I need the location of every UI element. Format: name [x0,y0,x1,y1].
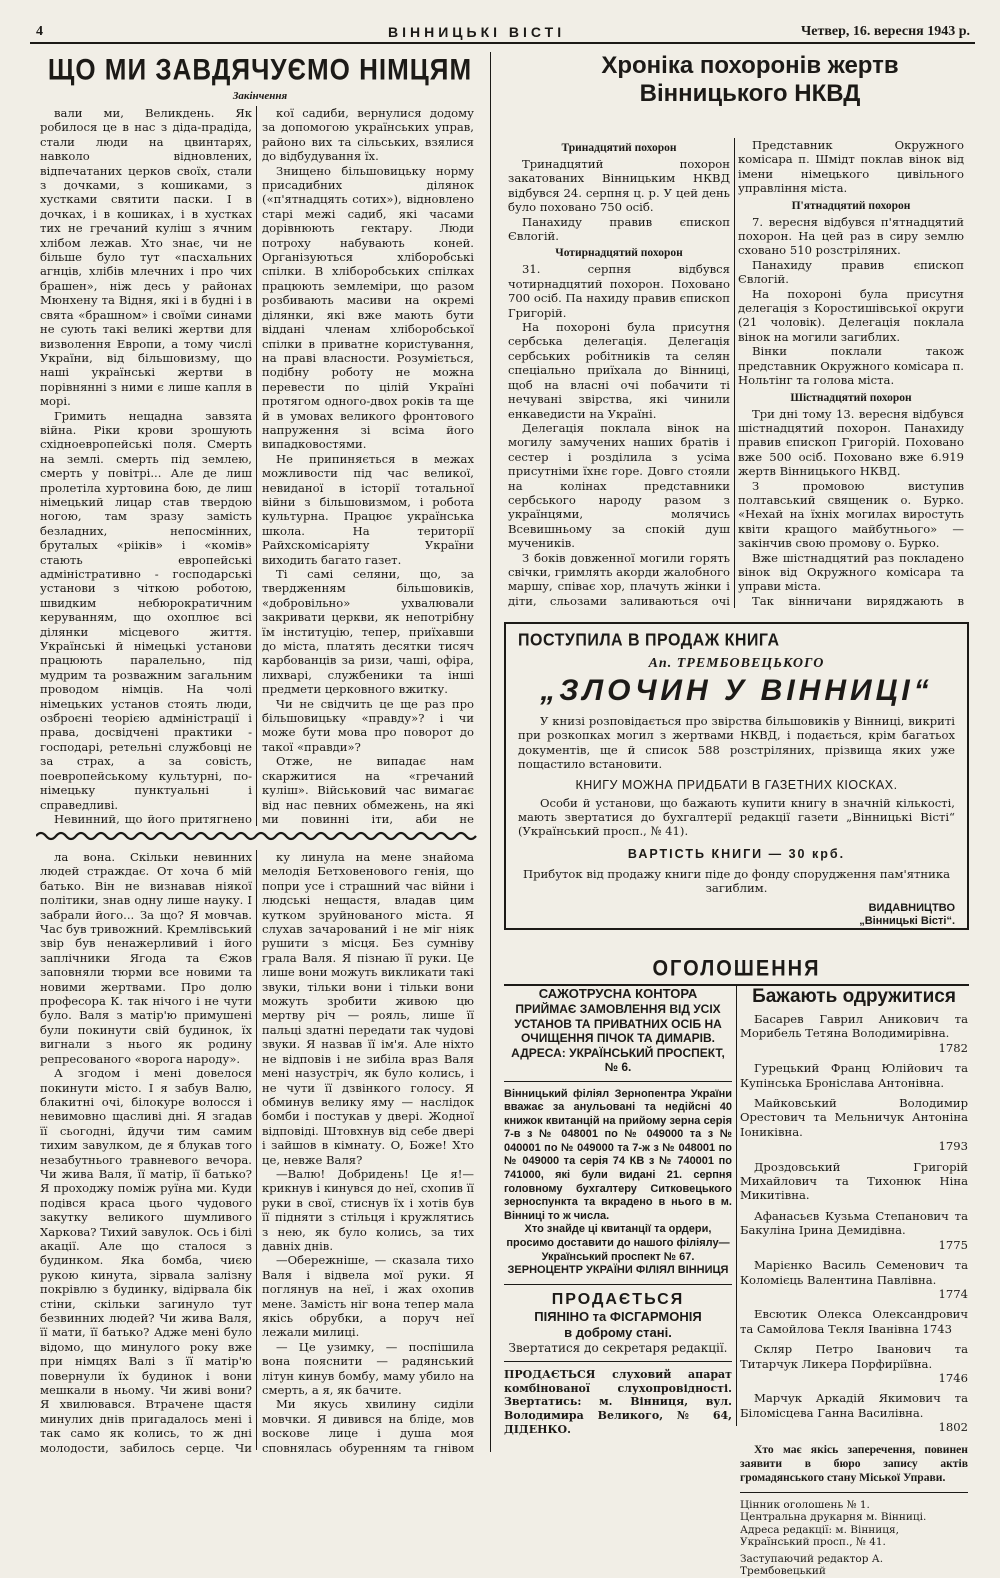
piano-ad-text: ПІЯНІНО та ФІСГАРМОНІЯ [534,1308,702,1324]
ad-separator [740,1492,968,1493]
paragraph: Отже, не випадає нам скаржитися на «гречаний куліш». Військовий час вимагає від нас певних обмежень, на які ми повинні іти, аби не [262,754,474,826]
ads-left-column [504,986,732,1436]
paragraph: Вже шістнадцятий раз покладено вінок від Окружного комісара та управи міста. [738,550,964,594]
article-left-column-2-body [262,106,474,828]
ad-separator [504,1284,732,1285]
subheading: Шістнадцятий похорон [790,391,912,404]
column-divider-right [734,138,735,608]
ads-heading: ОГОЛОШЕННЯ [652,956,821,982]
marriage-entry-names: Марчук Аркадій Якимович та Біломісцева Ганна Василівна. [740,1391,968,1420]
marriage-entry [740,1209,968,1252]
column-divider [256,106,257,826]
paragraph: Невинний, що його притягнено [54,811,252,826]
article-right-title [520,52,980,108]
paragraph: А згодом і мені довелося покинути місто. І я забув Валю, блакитні очі, білокуре волосся і невимовно щасливі дні. Я згадав її сьогодні, йдучи тим самим тихим завулком, де я блукав того незабутнього травневого вечора. Чи жива Валя, її матір, її батько? Я проходжу поміж руїна ми. Куди подівся краса цього чудового закутку великого шумливого Харкова? Тихий завулок. Ось і білі акації. Але що сталося з будинком. Яка бомба, чиєю рукою кинута, зірвала залізну покрівлю з будинку, відірвала бік стіни, скільки загинуло тут безвинних людей? Чи жива Валя, її мати, її батько? Адже мені було відомо, що минулого року вже при німцях Валі з її матір'ю повернули їх будинок і вони мешкали в ньому. Чи живі вони? Я хвилювався. Втрачене щастя минулих днів пригадалось мені і так само як колись, то ж дні молодости, забилось серце. Чи [40,1066,252,1455]
paragraph: вали ми, Великдень. Як робилося це в нас з діда-прадіда, стали люди на цвинтарях, навколо відновлених, відпечатаних церков своїх, стали з дочками, з кошиками, з хустками святити паски. І в дочках, і в кошиках, і в хустках тих не гречаний куліш з ячним хлібом лежав. Хто знає, чи не більше було тут «пасхальних агнців, хлібів млечних і про чих брашен», ніж десь у районах Мюнхену та Відня, які і в будні і в свята «брашном» і своїми синами не сують такі великі жертви для визволення Европи, а тому числі України, від більшовизму, що наші українські жертви в порівнянні з ними є лише капля в морі. [40,106,252,409]
paragraph: Знищено більшовицьку норму присадибних ділянок («п'ятнадцять сотих»), відновлено старі межі садиб, які часами дорівнюють гектару. Люди потроху набувають коней. Організуються хліборобські спілки. В хліборобських спілках працюють землеміри, що разом розбивають масиви на окремі ділянки, які вже мають бути віддані членам хліборобської спілки в приватне користування, на праві власности. Розуміється, подібну роботу не можна перевести по цілій Україні протягом одного-двох років та ще й в умовах великого фронтового напруження зі всіма його випадковостями. [262,163,474,452]
imprint-line-3: Адреса редакції: м. Вінниця, Український просп., № 41. [740,1523,900,1549]
book-ad-title: ПОСТУПИЛА В ПРОДАЖ КНИГА [518,631,780,650]
subheading: Чотирнадцятий похорон [555,247,683,260]
book-ad-description: У книзі розповідається про звірства більшовиків у Вінниці, викриті при розкопках могил з жертвами НКВД, і подається, крім багатьох документів, ще й список 588 розстріляних, прізвища яких уже пощастило встановити. [518,714,955,772]
paragraph: Не припиняється в межах можливости під час великої, невиданої в історії тотальної війни з більшовизмом, і робота культурна. Працює українська школа. На території Райхскомісаріяту України виходить багато газет. [262,451,474,567]
page-divider [490,52,491,1452]
piano-ad-contact: Звертатися до секретаря редакції. [508,1340,728,1355]
paragraph: Панахиду правив єпископ Євлогій. [738,257,964,287]
imprint-line-4: Заступаючий редактор А. Трембовецький [740,1552,884,1578]
paragraph: —Обережніше, — сказала тихо Валя і відвела мої руки. Я поглянув на неї, і жах охопив мене. Замість ніг вона тепер мала якісь обрубки, а поруч неї лежали милиці. [262,1253,474,1340]
grain-ad-text: Вінницький філіял Зернопентра України вважає за анульовані та недійсні 40 книжок квитанцій на прийому зерна серія 7-в з № 048001 по № 049000 та з № 040001 по № 049000 та 7-ж з № 048001 по № 049000 та серія 74 КВ з № 740001 по 741000, які були видані 21. серпня головному бухгалтеру Ситковецького зерноспункта та вкрадено в нього в м. Вінниці то ж числа. [504,1087,732,1222]
story-column-3 [40,850,252,1455]
ads-right-column [740,986,968,1578]
paragraph: На похороні була присутня сербська делегація. Делегація сербських робітників та селян спеціально приїхала до Вінниці, щоб на власні очі побачити ті нечувані звірства, які чинили енкаведисти на Україні. [508,320,730,421]
paragraph: Панахиду правив єпископ Євлогій. [508,214,730,244]
article-left-kicker: Закінчення [232,90,288,102]
article-right-title-line-1: Хроніка похоронів жертв [601,52,899,79]
paper-name: ВІННИЦЬКІ ВІСТІ [388,24,566,40]
paragraph: ла вона. Скільки невинних людей страждає. От хоча б мій батько. Він не визнавав ніякої політики, знав одну лише науку. І забрали його... За що? Я мовчав. Час був тривожний. Кремлівський звір був ненажерливий і його заплічники Ягода та Єжов заповняли тюрми все новими та новими жертвами. Про долю професора К. так нічого і не чути було. Валя з матір'ю примушені були покинути свій будинок, їх вигнали з нього як родину репресованого «ворога народу». [40,850,252,1066]
ad-separator [504,1081,732,1082]
book-ad-publisher-line-2: „Вінницькі Вісті“. [859,914,955,927]
book-ad-price: ВАРТІСТЬ КНИГИ — 30 крб. [627,846,846,861]
paragraph: —Валю! Добридень! Це я!—крикнув і кинувся до неї, схопив її руки в свої, стиснув їх і хотів був її підняти з стільця і кружлятись з нею, як було колись, за тих давніх днів. [262,1166,474,1253]
marriage-entry [740,1012,968,1055]
marriage-entry-number: 1782 [938,1040,968,1055]
marriage-entry-names: Марієнко Василь Семенович та Коломієць Валентина Павлівна. [740,1258,968,1287]
paragraph: Ми якусь хвилину сиділи мовчки. Я дивився на бліде, мов воскове лице і душа моя сповнялась обуренням та гнівом [262,1397,474,1455]
marriage-entry-number: 1802 [938,1420,968,1435]
wavy-divider [36,828,478,844]
imprint-line-2: Центральна друкарня м. Вінниці. [740,1511,927,1524]
book-ad-book-title: „ЗЛОЧИН У ВІННИЦІ“ [540,674,933,707]
marriage-entry-number: 1775 [938,1237,968,1252]
chimney-ad-text: ПРИЙМАЄ ЗАМОВЛЕННЯ ВІД УСІХ УСТАНОВ ТА ПРИВАТНИХ ОСІБ НА ОЧИЩЕННЯ ПІЧОК ТА ДИМАРІВ. АДРЕСА: УКРАЇНСЬКИЙ ПРОСПЕКТ, № 6. [511,1002,725,1074]
masthead-rule [30,42,975,44]
grain-ad-request: Хто знайде ці квитанції та ордери, просимо доставити до нашого філіялу—Український проспект № 67. [506,1223,730,1263]
article-left-column-2 [262,106,474,828]
book-advertisement [504,622,969,930]
paragraph: На похороні була присутня делегація з Коростишівської округи (21 чоловік). Делегація поклала вінок на могили загиблих. [738,286,964,344]
article-right-title-line-2: Вінницького НКВД [639,80,861,107]
marriage-entry-names: Скляр Петро Іванович та Титарчук Ликера Порфиріївна. [740,1342,968,1371]
marriage-entry-names: Афанасьєв Кузьма Степанович та Бакуліна Ірина Демидівна. [740,1208,968,1238]
paragraph: — Це узимку, — поспішила вона пояснити — радянський літун кинув бомбу, маму убило на смерть, а я, як бачите. [262,1339,474,1398]
marriage-heading: Бажають одружитися [752,986,956,1007]
ad-separator [504,1361,732,1362]
piano-ad-head: ПРОДАЄТЬСЯ [551,1290,685,1308]
marriage-list [740,1012,968,1435]
paragraph: Чи не свідчить це ще раз про більшовицьку «правду»? і чи може бути мова про поворот до такої «правди»? [262,696,474,754]
book-ad-where: КНИГУ МОЖНА ПРИДБАТИ В ГАЗЕТНИХ КІОСКАХ. [575,777,898,792]
marriage-entry [740,1160,968,1203]
marriage-entry-number: 1746 [938,1370,968,1385]
paragraph: 31. серпня відбувся чотирнадцятий похорон. Поховано 700 осіб. Па нахиду правив єпископ Григорій. [508,262,730,320]
article-left-title: ЩО МИ ЗАВДЯЧУЄМО НІМЦЯМ [47,51,473,87]
subheading: П'ятнадцятий похорон [791,199,911,212]
paragraph: Ті самі селяни, що, за твердженням більшовиків, «добровільно» ухвалювали закривати церкви, як непотрібну їм інституцію, тепер, приїхавши до міста, платять десятки тисяч карбованців за ризи, чаші, офіра, лихварі, службеники та інші предмети церковного вжитку. [262,567,474,697]
book-ad-proceeds: Прибуток від продажу книги піде до фонду спорудження пам'ятника загиблим. [522,866,951,896]
article-left-column-1 [40,106,252,828]
paragraph: Так вінничани виряджають в [752,593,964,608]
paragraph: ку линула на мене знайома мелодія Бетховенового генія, що попри усе і страшний час війни і людські нещастя, владав цим кутком зруйнованого міста. Я слухав зачарований і не міг ніяк рушити з місця. Без сумніву грала Валя. Я пізнаю її руки. Це лише вони можуть викликати такі звуки, тільки вони і тільки вони можуть зробити живою цю мертву річ — рояль, лише її пальці здатні передати так чудові звуки. Я назвав її ім'я. Але ніхто не відповів і не зибіла враз Валя мені назустріч, як було колись, і не чути її дзвінкого голосу. Я обминув велику яму — наслідок бомби і постукав у двері. Жодної відповіді. Штовхнув від себе двері і зайшов в кімнату. О, Боже! Хто це, невже Валя? [262,850,474,1167]
page-number: 4 [36,24,43,39]
marriage-entry [740,1096,968,1154]
chimney-ad-head: САЖОТРУСНА КОНТОРА [538,986,698,1001]
marriage-entry-names: Гурецький Франц Юлійович та Купінська Броніслава Антонівна. [740,1061,968,1090]
paragraph: Вінки поклали також представник Окружного комісара п. Нольтінг та голова міста. [738,344,964,388]
book-ad-bulk-note: Особи й установи, що бажають купити книгу в значній кількості, мають звертатися до бухгалтерії редакції газети „Вінницькі Вісті“ (Український просп., № 41). [518,795,955,839]
article-right-column-1 [508,138,730,610]
paragraph: Представник Окружного комісара п. Шмідт поклав вінок від імени німецького цивільного управління міста. [738,138,964,196]
grain-ad-signature: ЗЕРНОЦЕНТР УКРАЇНИ ФІЛІЯЛ ВІННИЦЯ [507,1264,729,1277]
marriage-entry [740,1307,968,1336]
marriage-entry [740,1342,968,1385]
marriage-entry-names: Майковський Володимир Орестович та Мельничук Антоніна Іониківна. [740,1096,968,1139]
book-ad-publisher-line-1: ВИДАВНИЦТВО [868,901,955,914]
marriage-entry [740,1061,968,1090]
marriage-entry-number: 1793 [938,1139,968,1154]
book-ad-author: Ап. ТРЕМБОВЕЦЬКОГО [648,656,825,671]
marriage-objection-note: Хто має якісь заперечення, повинен заявити в бюро запису актів громадянського стану Міської Управи. [740,1442,968,1485]
book-ad-publisher [518,902,955,928]
paragraph: 7. вересня відбувся п'ятнадцятий похорон. На цей раз в сиру землю сховано 510 розстріляних. [738,214,964,258]
marriage-entry-number: 1774 [938,1286,968,1301]
article-right-column-2 [738,138,964,610]
paragraph: Делегація поклала вінок на могилу замучених наших братів і сестер і розділила з усіма присутніми їхнє горе. Довго стояли на колінах представники сербського народу разом з українцями, молячись Всевишньому за спокій душ мучеників. [508,420,730,551]
marriage-entry [740,1258,968,1301]
paragraph: З боків довженної могили горять свічки, гримлять акорди жалобного маршу, співає хор, плачуть жінки і діти, сльозами заливаються очі [508,550,730,608]
imprint-line-1: Цінник оголошень № 1. [740,1498,870,1511]
piano-ad-state: в доброму стані. [564,1324,672,1340]
marriage-entry [740,1391,968,1434]
issue-date: Четвер, 16. вересня 1943 р. [800,24,970,39]
column-divider-lower [256,850,257,1450]
subheading: Тринадцятий похорон [561,142,677,154]
paragraph: Три дні тому 13. вересня відбувся шістнадцятий похорон. Панахиду правив єпископ Григорій. Поховано вже 500 осіб. Поховано вже 6.919 жертв Вінницького НКВД. [738,406,964,479]
paragraph: Тринадцятий похорон закатованих Вінницьким НКВД відбувся 24. серпня ц. р. У цей день було поховано 750 осіб. [508,157,730,215]
hearing-aid-ad: ПРОДАЄТЬСЯ слуховий апарат комбінованої слухопровідності. Звертатись: м. Вінниця, вул. Володимира Великого, № 64, ДІДЕНКО. [504,1368,732,1436]
marriage-entry-names: Басарев Гаврил Аникович та Морибель Тетяна Володимирівна. [740,1012,968,1041]
paragraph: Гримить нещадна завзята війна. Ріки крови зрошують східноевропейські поля. Смерть на землі. смерть під землею, смерть у повітрі... Але де лиш пролетіла хуртовина бою, де лиш німецький лицар став твердою ногою, там зразу замість безладних, непосмінних, бруталых «рііків» і «комів» стають европейські адміністративно - господарські установи з чіткою роботою, швидким небюрократичним керуванням, що охоплює всі ділянки місцевого життя. Українські й німецькі установи працюють паралельно, під мудрим та розважним загальним проводом німців. На чолі німецьких установ стоять люди, озброєні теорією адміністрації і права, досвідчені практики - господарі, ретельні службовці не за страх, а за совість, поевропейському культурні, по-німецьку пунктуальні і справедливі. [40,408,252,812]
ads-divider [736,986,737,1426]
paragraph: кої садиби, вернулися додому за допомогою українських управ, районо вих та сільських, взялися до відбудування їх. [262,106,474,164]
imprint [740,1499,968,1578]
marriage-entry-names: Дроздовський Григорій Михайлович та Тихонюк Ніна Микитівна. [740,1159,968,1203]
marriage-entry-names: Евсютик Олекса Олександрович та Самойлова Текля Іванівна 1743 [740,1307,968,1336]
story-column-4 [262,850,474,1455]
paragraph: З промовою виступив полтавський священик о. Бурко. «Нехай на їхніх могилах виростуть квіти кращого майбутнього» — закінчив свою промову о. Бурко. [738,478,964,551]
